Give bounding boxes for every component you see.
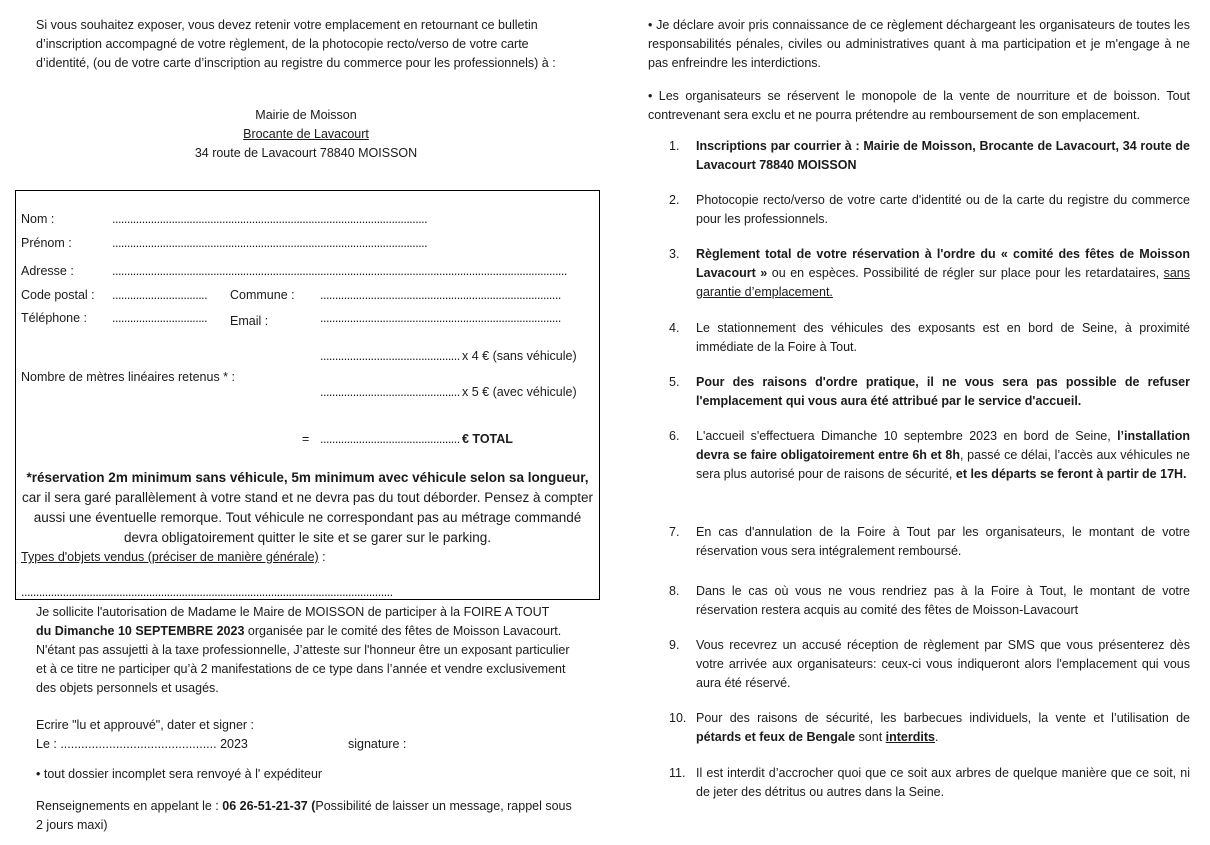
nom-label: Nom :	[21, 212, 55, 226]
email-label: Email :	[230, 314, 269, 328]
registration-form	[15, 190, 600, 600]
address-line-3: 34 route de Lavacourt 78840 MOISSON	[194, 146, 418, 160]
rule-bullet-2: • Les organisateurs se réservent le monopole de la vente de nourriture et de boisson. Tout contrevenant sera exclu et ne pourra prétendre au remboursement de son emplacement.	[648, 89, 1190, 122]
metres-avec-vehicule-field[interactable]: ...............................................	[320, 385, 460, 399]
telephone-label: Téléphone :	[21, 311, 88, 325]
intro-paragraph: Si vous souhaitez exposer, vous devez retenir votre emplacement en retournant ce bulletin d’inscription accompagné de votre règlement, de la photocopie recto/verso de votre carte d’identité, (ou de votre carte d’inscription au registre du commerce pour les professionnels) à :	[36, 18, 556, 70]
sign-instruction: Ecrire "lu et approuvé", dater et signer :	[36, 718, 255, 732]
signature-label: signature :	[348, 737, 407, 751]
telephone-field[interactable]: ................................	[112, 311, 208, 325]
declaration-attestation: N'étant pas assujetti à la taxe professionnelle, J’atteste sur l'honneur être un exposant particulier et à ce titre ne participer qu’à 2 manifestations de ce type dans l’année et vendre exclusivement des objets personnels et usagés.	[36, 643, 570, 695]
metres-label: Nombre de mètres linéaires retenus * :	[21, 370, 235, 384]
rate-sans-vehicule: x 4 € (sans véhicule)	[462, 349, 577, 363]
prenom-label: Prénom :	[21, 236, 72, 250]
vehicle-note-bold: *réservation 2m minimum sans véhicule, 5m minimum avec véhicule selon sa longueur,	[26, 470, 589, 485]
mailing-address	[36, 106, 576, 163]
rule-bullet-1: • Je déclare avoir pris connaissance de ce règlement déchargeant les organisateurs de toutes les responsabilités pénales, civiles ou administratives quant à ma participation et je m'engage à ne pas enfreindre les interdictions.	[648, 18, 1190, 70]
email-field[interactable]: .................................................................................	[320, 311, 561, 325]
vehicle-note	[20, 468, 595, 548]
date-field[interactable]: Le : ............................................. 2023	[36, 737, 248, 751]
declaration-line-2: du Dimanche 10 SEPTEMBRE 2023 organisée par le comité des fêtes de Moisson Lavacourt.	[36, 624, 562, 638]
vehicle-note-rest: car il sera garé parallèlement à votre stand et ne devra pas du tout déborder. Pensez à compter aussi une éventuelle remorque. Tout véhicule ne correspondant pas au métrage commandé devra obligatoirement quitter le site et se garer sur le parking.	[21, 490, 594, 545]
adresse-label: Adresse :	[21, 264, 74, 278]
code-postal-label: Code postal :	[21, 288, 95, 302]
commune-field[interactable]: .................................................................................	[320, 288, 561, 302]
contact-phone: 06 26-51-21-37 (	[222, 799, 316, 813]
total-field[interactable]: ...............................................	[320, 432, 460, 446]
adresse-field[interactable]: .........................................................................................................................................................	[112, 264, 567, 278]
prenom-field[interactable]: ..........................................................................................................	[112, 236, 428, 250]
nom-field[interactable]: ..........................................................................................................	[112, 212, 428, 226]
types-objets-label: Types d'objets vendus (préciser de manière générale) :	[21, 550, 326, 564]
commune-label: Commune :	[230, 288, 295, 302]
total-label: € TOTAL	[462, 432, 513, 446]
declaration-line-1: Je sollicite l'autorisation de Madame le Maire de MOISSON de participer à la FOIRE A TOUT	[36, 605, 550, 619]
incomplete-note: • tout dossier incomplet sera renvoyé à l' expéditeur	[36, 767, 323, 781]
rate-avec-vehicule: x 5 € (avec véhicule)	[462, 385, 577, 399]
address-line-2: Brocante de Lavacourt	[243, 127, 369, 141]
address-line-1: Mairie de Moisson	[255, 108, 357, 122]
metres-sans-vehicule-field[interactable]: ...............................................	[320, 349, 460, 363]
contact-info: Renseignements en appelant le : 06 26-51-21-37 (Possibilité de laisser un message, rappel sous 2 jours maxi)	[36, 799, 572, 832]
types-objets-field[interactable]: .............................................................................................................................	[21, 585, 393, 599]
equals-sign: =	[302, 432, 310, 446]
code-postal-field[interactable]: ................................	[112, 288, 208, 302]
